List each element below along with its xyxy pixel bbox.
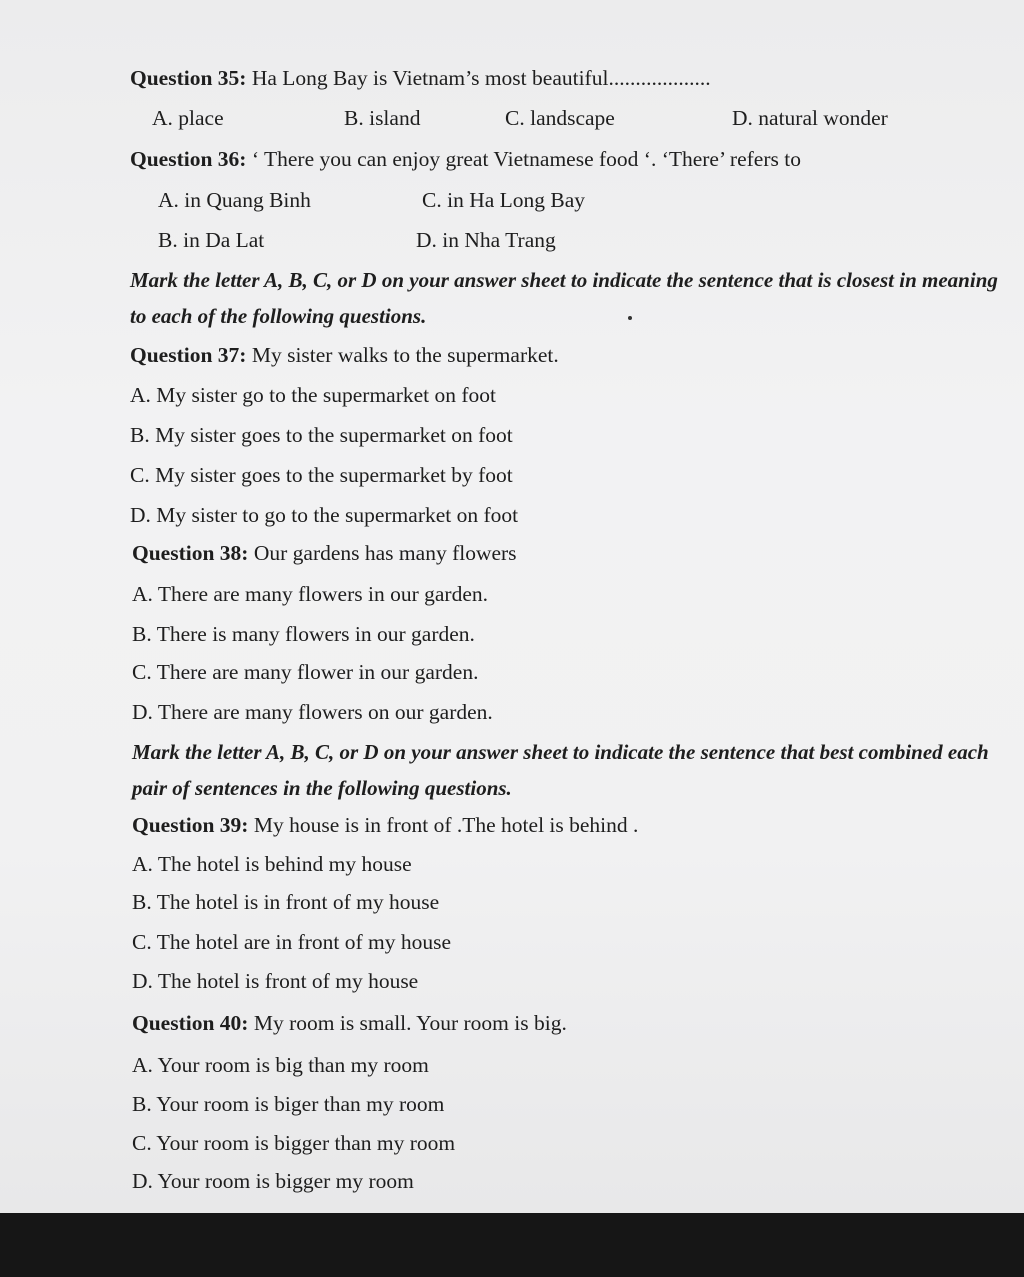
option-36-b: B. in Da Lat	[158, 228, 265, 252]
question-label: Question 40:	[132, 1011, 249, 1035]
option-35-b: B. island	[344, 106, 421, 130]
option-35-c: C. landscape	[505, 106, 615, 130]
question-39	[132, 815, 638, 837]
instruction-combine-sentences: Mark the letter A, B, C, or D on your answer sheet to indicate the sentence that best combined each pair of sentences in the following questions.	[132, 740, 989, 800]
question-40	[132, 1013, 567, 1035]
question-36	[130, 149, 801, 171]
option-39-b: B. The hotel is in front of my house	[132, 890, 440, 914]
question-text: My room is small. Your room is big.	[248, 1011, 567, 1035]
option-36-c: C. in Ha Long Bay	[422, 188, 586, 212]
option-36-d: D. in Nha Trang	[416, 228, 556, 252]
option-35-a: A. place	[152, 106, 224, 130]
option-37-b: B. My sister goes to the supermarket on foot	[130, 423, 513, 447]
question-label: Question 38:	[132, 541, 249, 565]
option-37-a: A. My sister go to the supermarket on foot	[130, 383, 497, 407]
question-35	[130, 68, 711, 90]
question-text: My sister walks to the supermarket.	[246, 343, 559, 367]
question-label: Question 36:	[130, 147, 247, 171]
option-38-b: B. There is many flowers in our garden.	[132, 622, 475, 646]
option-37-c: C. My sister goes to the supermarket by foot	[130, 463, 513, 487]
option-39-d: D. The hotel is front of my house	[132, 969, 419, 993]
ink-dot	[628, 316, 632, 320]
option-38-d: D. There are many flowers on our garden.	[132, 700, 493, 724]
question-text: Our gardens has many flowers	[248, 541, 517, 565]
option-38-c: C. There are many flower in our garden.	[132, 660, 479, 684]
question-label: Question 39:	[132, 813, 249, 837]
instruction-closest-meaning: Mark the letter A, B, C, or D on your answer sheet to indicate the sentence that is closest in meaning to each of the following questions.	[130, 268, 998, 328]
option-36-a: A. in Quang Binh	[158, 188, 311, 212]
option-40-b: B. Your room is biger than my room	[132, 1092, 445, 1116]
option-39-a: A. The hotel is behind my house	[132, 852, 412, 876]
question-text: My house is in front of .The hotel is behind .	[248, 813, 639, 837]
option-39-c: C. The hotel are in front of my house	[132, 930, 452, 954]
screen-bezel	[0, 1213, 1024, 1277]
question-label: Question 35:	[130, 66, 247, 90]
question-text: ‘ There you can enjoy great Vietnamese food ‘. ‘There’ refers to	[246, 147, 801, 171]
option-40-c: C. Your room is bigger than my room	[132, 1131, 456, 1155]
question-label: Question 37:	[130, 343, 247, 367]
option-35-d: D. natural wonder	[732, 106, 888, 130]
answer-blank: ...................	[608, 66, 711, 90]
option-40-d: D. Your room is bigger my room	[132, 1169, 414, 1193]
option-40-a: A. Your room is big than my room	[132, 1053, 429, 1077]
question-37	[130, 345, 559, 367]
question-text: Ha Long Bay is Vietnam’s most beautiful	[246, 66, 609, 90]
option-38-a: A. There are many flowers in our garden.	[132, 582, 489, 606]
question-38	[132, 543, 517, 565]
option-37-d: D. My sister to go to the supermarket on foot	[130, 503, 519, 527]
